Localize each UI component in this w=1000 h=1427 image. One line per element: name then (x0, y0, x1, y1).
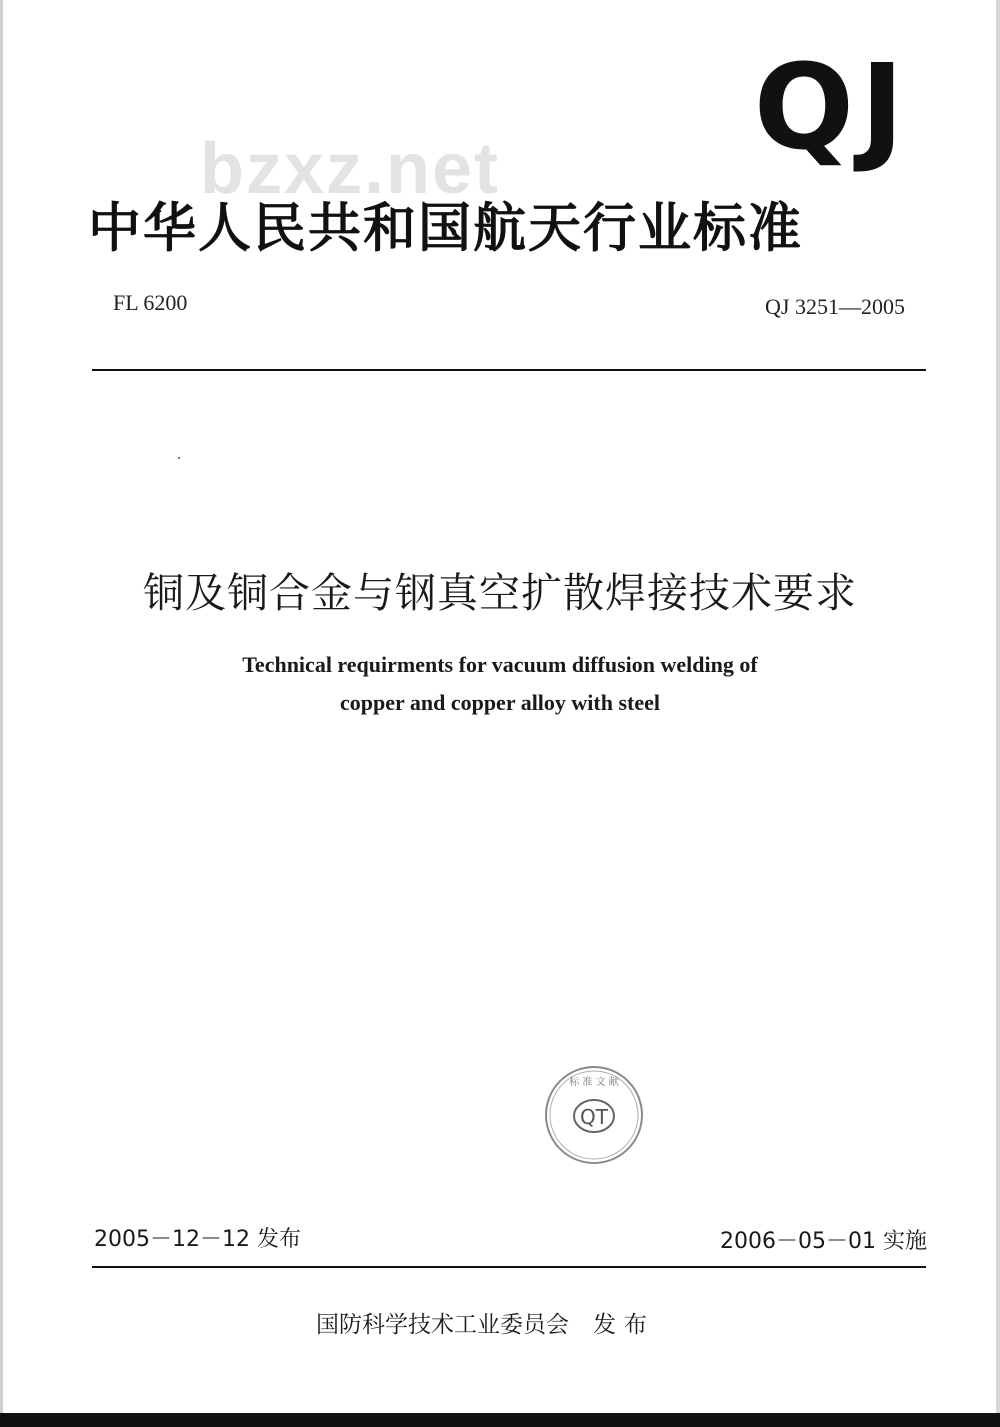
implementation-date: 2006－05－01 实施 (720, 1229, 927, 1254)
issue-date: 2005－12－12 发布 (94, 1227, 301, 1252)
header-divider (92, 369, 926, 371)
footer-divider (92, 1266, 926, 1268)
library-seal-stamp (542, 1063, 646, 1167)
document-title-english-line2: copper and copper alloy with steel (339, 690, 661, 715)
publisher-line (316, 1306, 655, 1339)
qj-logo: QJ (753, 38, 910, 176)
scan-bottom-edge (0, 1413, 1000, 1427)
standard-number: QJ 3251—2005 (765, 294, 905, 319)
standard-category-title: 中华人民共和国航天行业标准 (88, 198, 803, 259)
document-title-chinese: 铜及铜合金与钢真空扩散焊接技术要求 (143, 569, 857, 617)
publisher-name: 国防科学技术工业委员会 (316, 1312, 569, 1338)
watermark: bzxz.net (200, 129, 501, 209)
publisher-issue-label: 发布 (593, 1312, 655, 1338)
scan-speck (178, 457, 180, 459)
seal-center-text: QT (580, 1105, 608, 1129)
classification-code: FL 6200 (113, 290, 188, 315)
document-title-english-line1: Technical requirments for vacuum diffusion welding of (242, 652, 758, 677)
seal-ring-text: 标 准 文 献 (569, 1077, 619, 1088)
